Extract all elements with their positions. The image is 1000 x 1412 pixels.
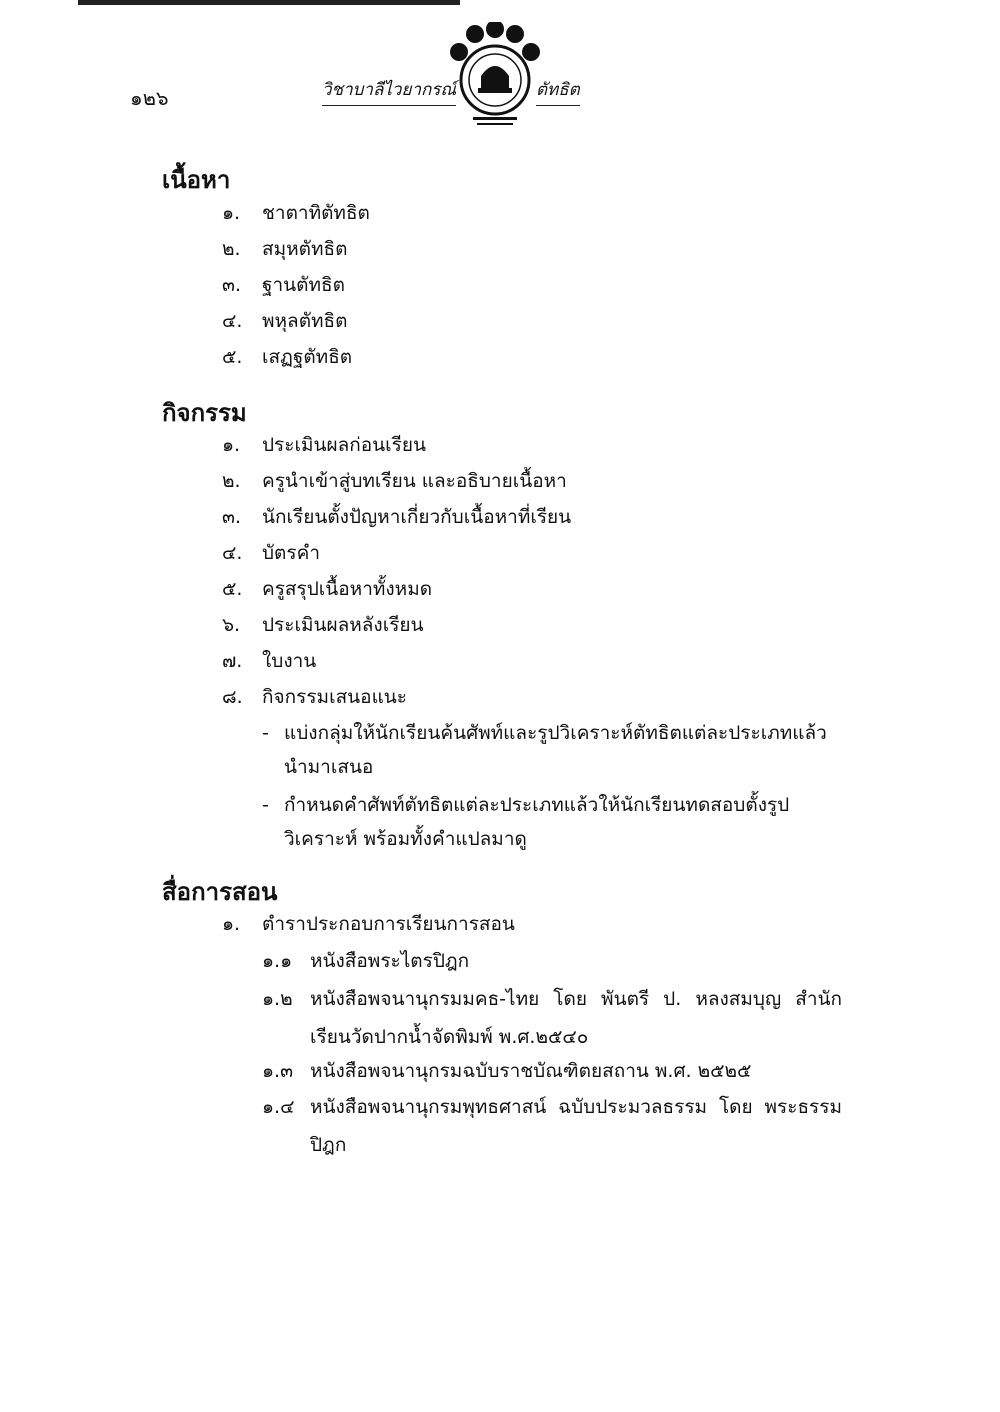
content-item: ๔. พหุลตัทธิต xyxy=(222,310,348,332)
institution-seal-icon xyxy=(445,22,545,132)
content-heading: เนื้อหา xyxy=(162,166,231,194)
content-item: ๒. สมุหตัทธิต xyxy=(222,238,348,260)
content-item: ๕. เสฏฐตัทธิต xyxy=(222,346,353,368)
activity-item: ๕. ครูสรุปเนื้อหาทั้งหมด xyxy=(222,578,433,600)
reference-item: ๑.๔ หนังสือพจนานุกรมพุทธศาสน์ ฉบับประมวลธรรม โดย พระธรรมปิฎก xyxy=(262,1096,842,1156)
activities-heading: กิจกรรม xyxy=(162,399,247,427)
reference-item: ๑.๓ หนังสือพจนานุกรมฉบับราชบัณฑิตยสถาน พ.ศ. ๒๕๒๕ xyxy=(262,1060,752,1082)
page-header xyxy=(0,0,1000,140)
media-heading: สื่อการสอน xyxy=(162,878,278,906)
suggested-activity: - กำหนดคำศัพท์ตัทธิตแต่ละประเภทแล้วให้นักเรียนทดสอบตั้งรูปวิเคราะห์ พร้อมทั้งคำแปลมาดู xyxy=(262,794,790,850)
content-item: ๑. ชาตาทิตัทธิต xyxy=(222,202,370,224)
content-item: ๓. ฐานตัทธิต xyxy=(222,274,345,296)
activity-item: ๗. ใบงาน xyxy=(222,650,317,672)
activity-item: ๑. ประเมินผลก่อนเรียน xyxy=(222,434,426,456)
running-chapter: ตัทธิต xyxy=(536,76,580,106)
suggested-activity: - แบ่งกลุ่มให้นักเรียนค้นศัพท์และรูปวิเคราะห์ตัทธิตแต่ละประเภทแล้วนำมาเสนอ xyxy=(262,722,827,778)
reference-item: ๑.๑ หนังสือพระไตรปิฎก xyxy=(262,950,470,972)
running-title: วิชาบาลีไวยากรณ์ xyxy=(322,76,456,106)
activity-item: ๖. ประเมินผลหลังเรียน xyxy=(222,614,424,636)
activity-item: ๒. ครูนำเข้าสู่บทเรียน และอธิบายเนื้อหา xyxy=(222,470,567,492)
activity-item: ๔. บัตรคำ xyxy=(222,542,320,564)
reference-item: ๑.๒ หนังสือพจนานุกรมมคธ-ไทย โดย พันตรี ป. หลงสมบุญ สำนักเรียนวัดปากน้ำจัดพิมพ์ พ.ศ.๒๕๔๐ xyxy=(262,988,842,1048)
activity-item: ๘. กิจกรรมเสนอแนะ xyxy=(222,686,408,708)
activity-item: ๓. นักเรียนตั้งปัญหาเกี่ยวกับเนื้อหาที่เรียน xyxy=(222,506,572,528)
page-number: ๑๒๖ xyxy=(130,86,169,110)
media-item: ๑. ตำราประกอบการเรียนการสอน xyxy=(222,913,515,935)
